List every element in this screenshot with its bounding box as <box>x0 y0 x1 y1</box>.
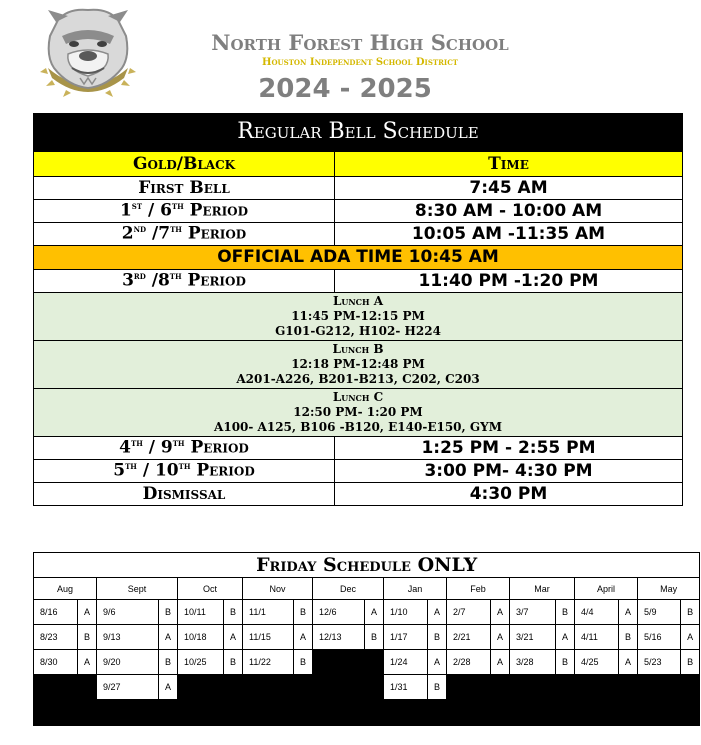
footer-bar <box>34 700 700 726</box>
regular-bell-schedule-table <box>33 113 683 506</box>
friday-title-row <box>34 553 700 578</box>
blank-cell <box>638 675 681 700</box>
bell-row-dismissal <box>34 483 683 506</box>
school-year: 2024 - 2025 <box>258 74 432 104</box>
month-header: April <box>575 578 638 600</box>
friday-day-letter: B <box>556 600 575 625</box>
bell-row-period-2-7 <box>34 223 683 246</box>
friday-day-letter: B <box>78 625 97 650</box>
friday-date: 10/18 <box>178 625 224 650</box>
blank-cell <box>294 675 313 700</box>
friday-date: 5/16 <box>638 625 681 650</box>
blank-cell <box>447 675 491 700</box>
blank-cell <box>224 675 243 700</box>
friday-day-letter: B <box>159 650 178 675</box>
lunch-a-row <box>34 293 683 341</box>
blank-cell <box>681 675 700 700</box>
lunch-c <box>34 389 683 437</box>
friday-date: 4/4 <box>575 600 619 625</box>
friday-schedule-title: Friday Schedule ONLY <box>34 553 700 578</box>
friday-day-letter: B <box>294 600 313 625</box>
lunch-rooms: A201-A226, B201-B213, C202, C203 <box>236 372 480 386</box>
period-time: 4:30 PM <box>335 483 683 506</box>
month-header: Dec <box>313 578 384 600</box>
friday-row <box>34 600 700 625</box>
friday-date: 8/16 <box>34 600 78 625</box>
friday-date: 11/1 <box>243 600 294 625</box>
friday-date: 3/28 <box>510 650 556 675</box>
friday-day-letter: B <box>224 650 243 675</box>
friday-day-letter: B <box>224 600 243 625</box>
month-header: Nov <box>243 578 313 600</box>
month-header: Sept <box>97 578 178 600</box>
bell-title-row <box>34 114 683 152</box>
friday-months-row <box>34 578 700 600</box>
school-name: North Forest High School <box>211 30 509 55</box>
official-ada-time: OFFICIAL ADA TIME 10:45 AM <box>34 246 683 270</box>
month-header: Aug <box>34 578 97 600</box>
friday-day-letter: A <box>428 600 447 625</box>
bell-row-period-1-6 <box>34 200 683 223</box>
friday-date: 3/7 <box>510 600 556 625</box>
friday-date: 1/10 <box>384 600 428 625</box>
friday-day-letter: B <box>619 625 638 650</box>
district-name: Houston Independent School District <box>262 57 458 68</box>
friday-schedule-table <box>33 552 700 726</box>
period-name: 4th / 9th Period <box>34 437 335 460</box>
blank-cell <box>491 675 510 700</box>
lunch-b-row <box>34 341 683 389</box>
column-header-gold-black: Gold/Black <box>34 152 335 177</box>
month-header: Feb <box>447 578 510 600</box>
friday-row <box>34 650 700 675</box>
friday-day-letter: A <box>681 625 700 650</box>
month-header: Jan <box>384 578 447 600</box>
bell-row-period-3-8 <box>34 270 683 293</box>
friday-day-letter: A <box>491 650 510 675</box>
friday-date: 9/27 <box>97 675 159 700</box>
lunch-a <box>34 293 683 341</box>
lunch-name: Lunch C <box>332 390 384 404</box>
blank-cell <box>34 675 78 700</box>
period-time: 7:45 AM <box>335 177 683 200</box>
period-name: Dismissal <box>34 483 335 506</box>
friday-date: 2/21 <box>447 625 491 650</box>
blank-cell <box>365 675 384 700</box>
friday-row <box>34 675 700 700</box>
friday-date: 2/28 <box>447 650 491 675</box>
friday-date: 10/25 <box>178 650 224 675</box>
period-name: First Bell <box>34 177 335 200</box>
friday-date: 1/31 <box>384 675 428 700</box>
blank-cell <box>510 675 556 700</box>
friday-day-letter: A <box>78 600 97 625</box>
friday-date: 10/11 <box>178 600 224 625</box>
friday-day-letter: A <box>491 600 510 625</box>
friday-date: 1/24 <box>384 650 428 675</box>
friday-day-letter: A <box>365 600 384 625</box>
friday-day-letter: B <box>556 650 575 675</box>
friday-day-letter: A <box>619 600 638 625</box>
friday-date: 2/7 <box>447 600 491 625</box>
blank-cell <box>619 675 638 700</box>
month-header: Mar <box>510 578 575 600</box>
bell-schedule-title: Regular Bell Schedule <box>34 114 683 152</box>
friday-day-letter: B <box>681 650 700 675</box>
lunch-rooms: G101-G212, H102- H224 <box>275 324 441 338</box>
lunch-time: 11:45 PM-12:15 PM <box>291 309 425 323</box>
friday-day-letter: A <box>491 625 510 650</box>
bell-row-period-4-9 <box>34 437 683 460</box>
month-header: May <box>638 578 700 600</box>
friday-date: 8/23 <box>34 625 78 650</box>
period-name: 5th / 10th Period <box>34 460 335 483</box>
friday-day-letter: A <box>294 625 313 650</box>
ada-time-row <box>34 246 683 270</box>
friday-date: 1/17 <box>384 625 428 650</box>
friday-date: 9/20 <box>97 650 159 675</box>
friday-date: 5/9 <box>638 600 681 625</box>
period-time: 8:30 AM - 10:00 AM <box>335 200 683 223</box>
friday-footer-bar <box>34 700 700 726</box>
friday-day-letter: B <box>159 600 178 625</box>
friday-day-letter: A <box>159 625 178 650</box>
period-time: 10:05 AM -11:35 AM <box>335 223 683 246</box>
friday-day-letter: B <box>365 625 384 650</box>
lunch-name: Lunch A <box>332 294 384 308</box>
lunch-c-row <box>34 389 683 437</box>
blank-cell <box>313 675 365 700</box>
bulldog-logo <box>38 6 138 98</box>
period-name: 3rd /8th Period <box>34 270 335 293</box>
blank-cell <box>178 675 224 700</box>
friday-date: 9/6 <box>97 600 159 625</box>
friday-date: 8/30 <box>34 650 78 675</box>
period-time: 11:40 PM -1:20 PM <box>335 270 683 293</box>
period-name: 2nd /7th Period <box>34 223 335 246</box>
friday-day-letter: A <box>78 650 97 675</box>
friday-day-letter: A <box>159 675 178 700</box>
friday-day-letter: A <box>428 650 447 675</box>
column-header-time: Time <box>335 152 683 177</box>
friday-date: 12/13 <box>313 625 365 650</box>
period-time: 1:25 PM - 2:55 PM <box>335 437 683 460</box>
friday-day-letter: A <box>556 625 575 650</box>
lunch-rooms: A100- A125, B106 -B120, E140-E150, GYM <box>214 420 502 434</box>
lunch-time: 12:18 PM-12:48 PM <box>291 357 425 371</box>
friday-date: 5/23 <box>638 650 681 675</box>
friday-date: 11/15 <box>243 625 294 650</box>
friday-day-letter: A <box>619 650 638 675</box>
blank-cell <box>556 675 575 700</box>
period-name: 1st / 6th Period <box>34 200 335 223</box>
bell-row-first-bell <box>34 177 683 200</box>
blank-cell <box>313 650 365 675</box>
lunch-time: 12:50 PM- 1:20 PM <box>293 405 423 419</box>
friday-date: 12/6 <box>313 600 365 625</box>
blank-cell <box>575 675 619 700</box>
lunch-name: Lunch B <box>332 342 384 356</box>
friday-day-letter: B <box>681 600 700 625</box>
lunch-b <box>34 341 683 389</box>
friday-date: 3/21 <box>510 625 556 650</box>
friday-day-letter: A <box>224 625 243 650</box>
month-header: Oct <box>178 578 243 600</box>
blank-cell <box>365 650 384 675</box>
friday-date: 9/13 <box>97 625 159 650</box>
friday-date: 11/22 <box>243 650 294 675</box>
bell-header-row <box>34 152 683 177</box>
friday-day-letter: B <box>294 650 313 675</box>
friday-row <box>34 625 700 650</box>
blank-cell <box>78 675 97 700</box>
friday-day-letter: B <box>428 675 447 700</box>
friday-date: 4/25 <box>575 650 619 675</box>
friday-day-letter: B <box>428 625 447 650</box>
blank-cell <box>243 675 294 700</box>
friday-date: 4/11 <box>575 625 619 650</box>
period-time: 3:00 PM- 4:30 PM <box>335 460 683 483</box>
bell-row-period-5-10 <box>34 460 683 483</box>
